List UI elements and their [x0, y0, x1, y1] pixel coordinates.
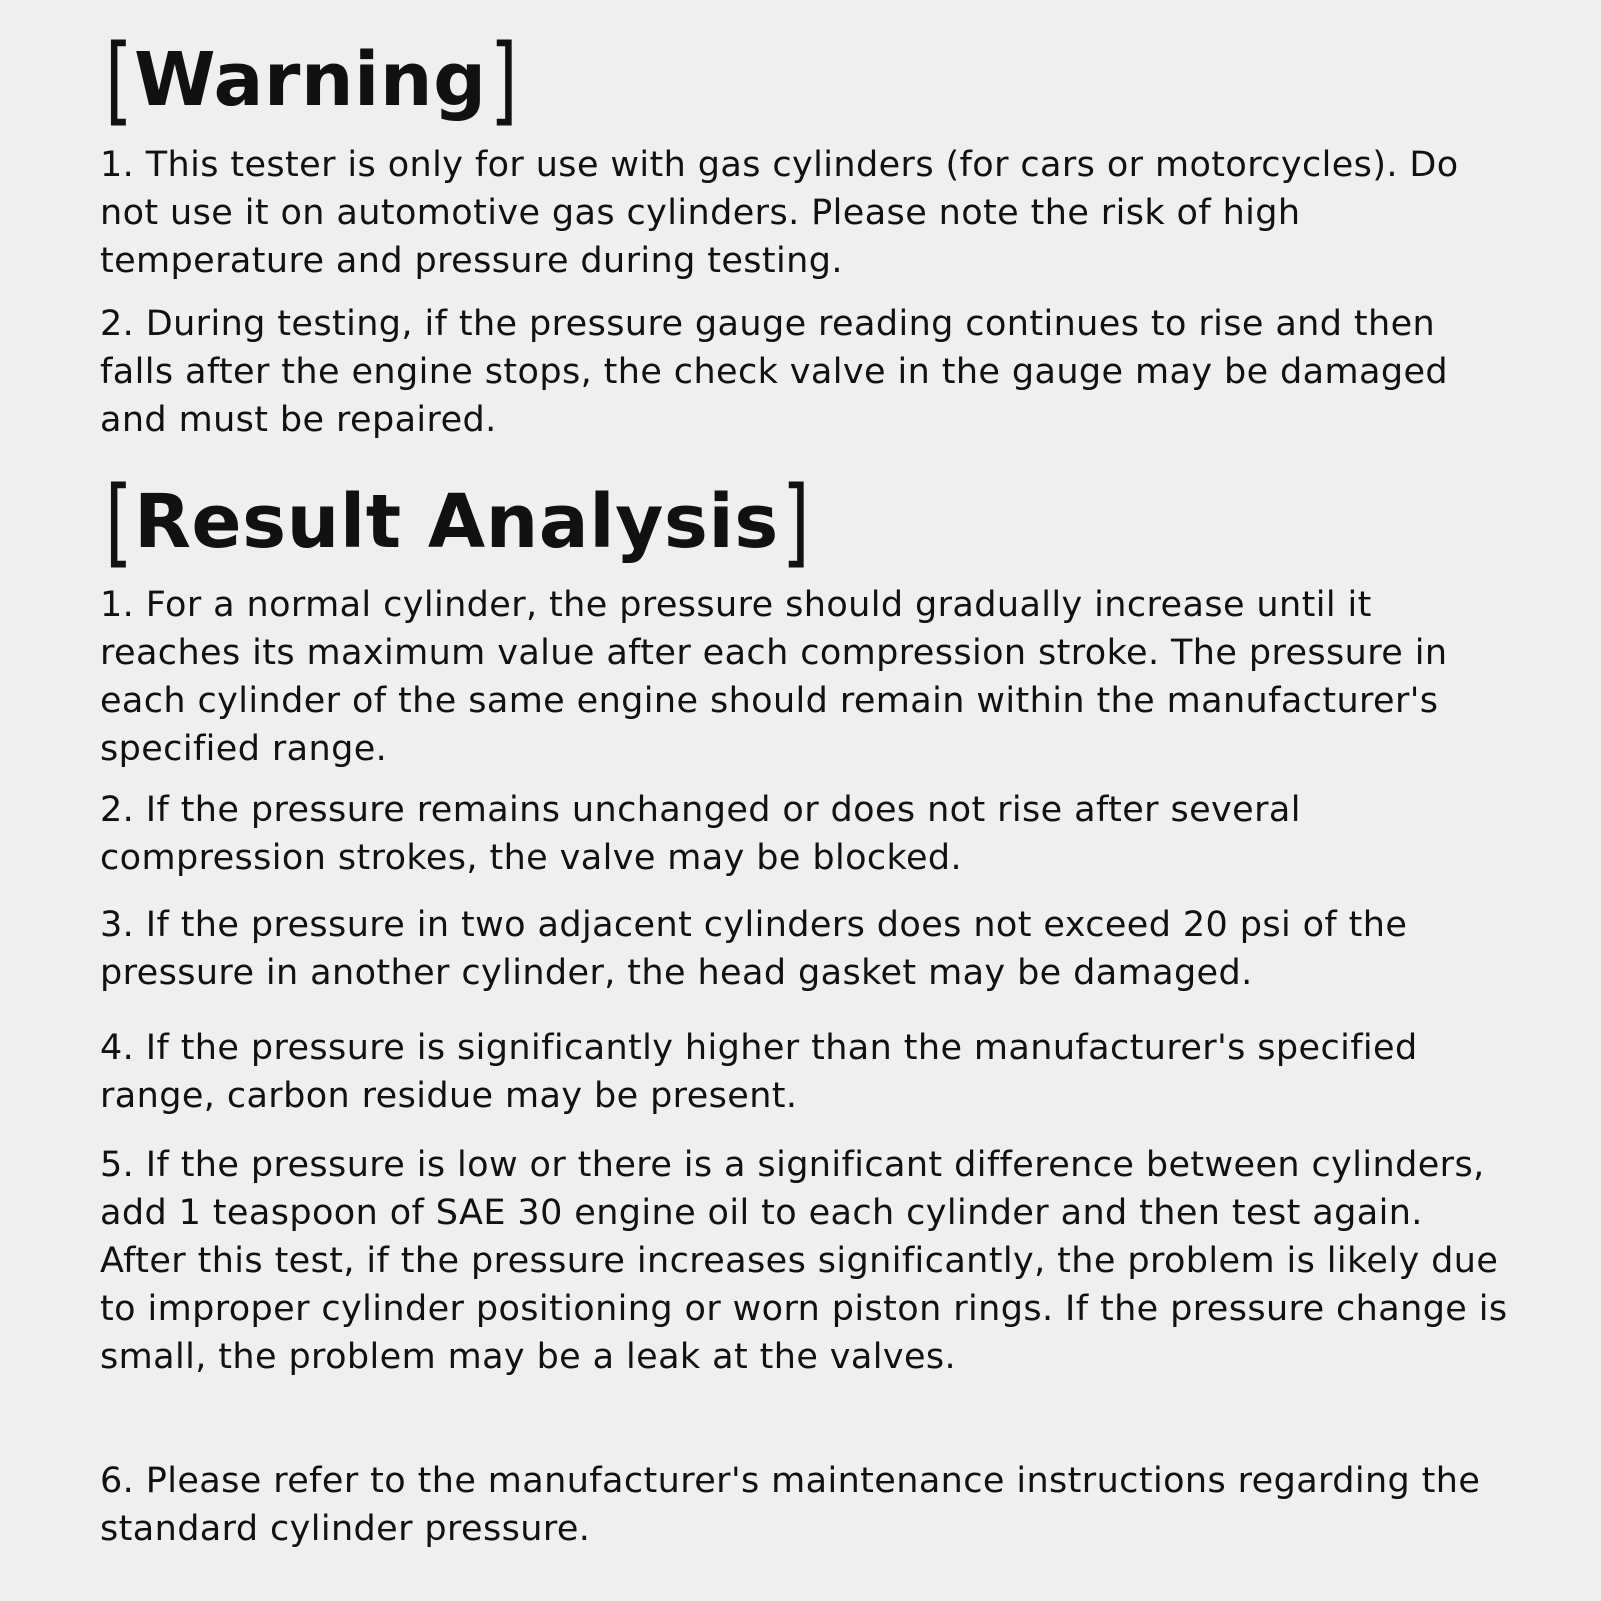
- left-bracket: [: [104, 466, 134, 578]
- analysis-item-2: 2. If the pressure remains unchanged or does not rise after several compression strokes, the valve may be blocked.: [100, 790, 1301, 878]
- warning-heading: [100, 24, 523, 136]
- warning-heading-text: Warning: [133, 37, 487, 123]
- analysis-item-1: 1. For a normal cylinder, the pressure should gradually increase until it reaches its maximum value after each compression stroke. The pressure in each cylinder of the same engine should remain within the manufacturer's specified range.: [100, 585, 1448, 769]
- warning-item-2: 2. During testing, if the pressure gauge reading continues to rise and then falls after the engine stops, the check valve in the gauge may be damaged and must be repaired.: [100, 304, 1449, 440]
- analysis-item-6: 6. Please refer to the manufacturer's maintenance instructions regarding the standard cylinder pressure.: [100, 1461, 1481, 1549]
- analysis-item-3: 3. If the pressure in two adjacent cylinders does not exceed 20 psi of the pressure in another cylinder, the head gasket may be damaged.: [100, 905, 1408, 993]
- analysis-item-5: 5. If the pressure is low or there is a significant difference between cylinders, add 1 teaspoon of SAE 30 engine oil to each cylinder and then test again. After this test, if the pressure increases significantly, the problem is likely due to improper cylinder positioning or worn piston rings. If the pressure change is small, the problem may be a leak at the valves.: [100, 1145, 1508, 1377]
- result-analysis-heading-text: Result Analysis: [133, 479, 779, 565]
- warning-item-1: 1. This tester is only for use with gas cylinders (for cars or motorcycles). Do not use it on automotive gas cylinders. Please note the risk of high temperature and pressure during testing.: [100, 145, 1459, 281]
- result-analysis-heading: [100, 466, 815, 578]
- analysis-item-4: 4. If the pressure is significantly higher than the manufacturer's specified range, carbon residue may be present.: [100, 1028, 1418, 1116]
- left-bracket: [: [104, 24, 134, 136]
- right-bracket: ]: [489, 24, 518, 136]
- right-bracket: ]: [781, 466, 811, 578]
